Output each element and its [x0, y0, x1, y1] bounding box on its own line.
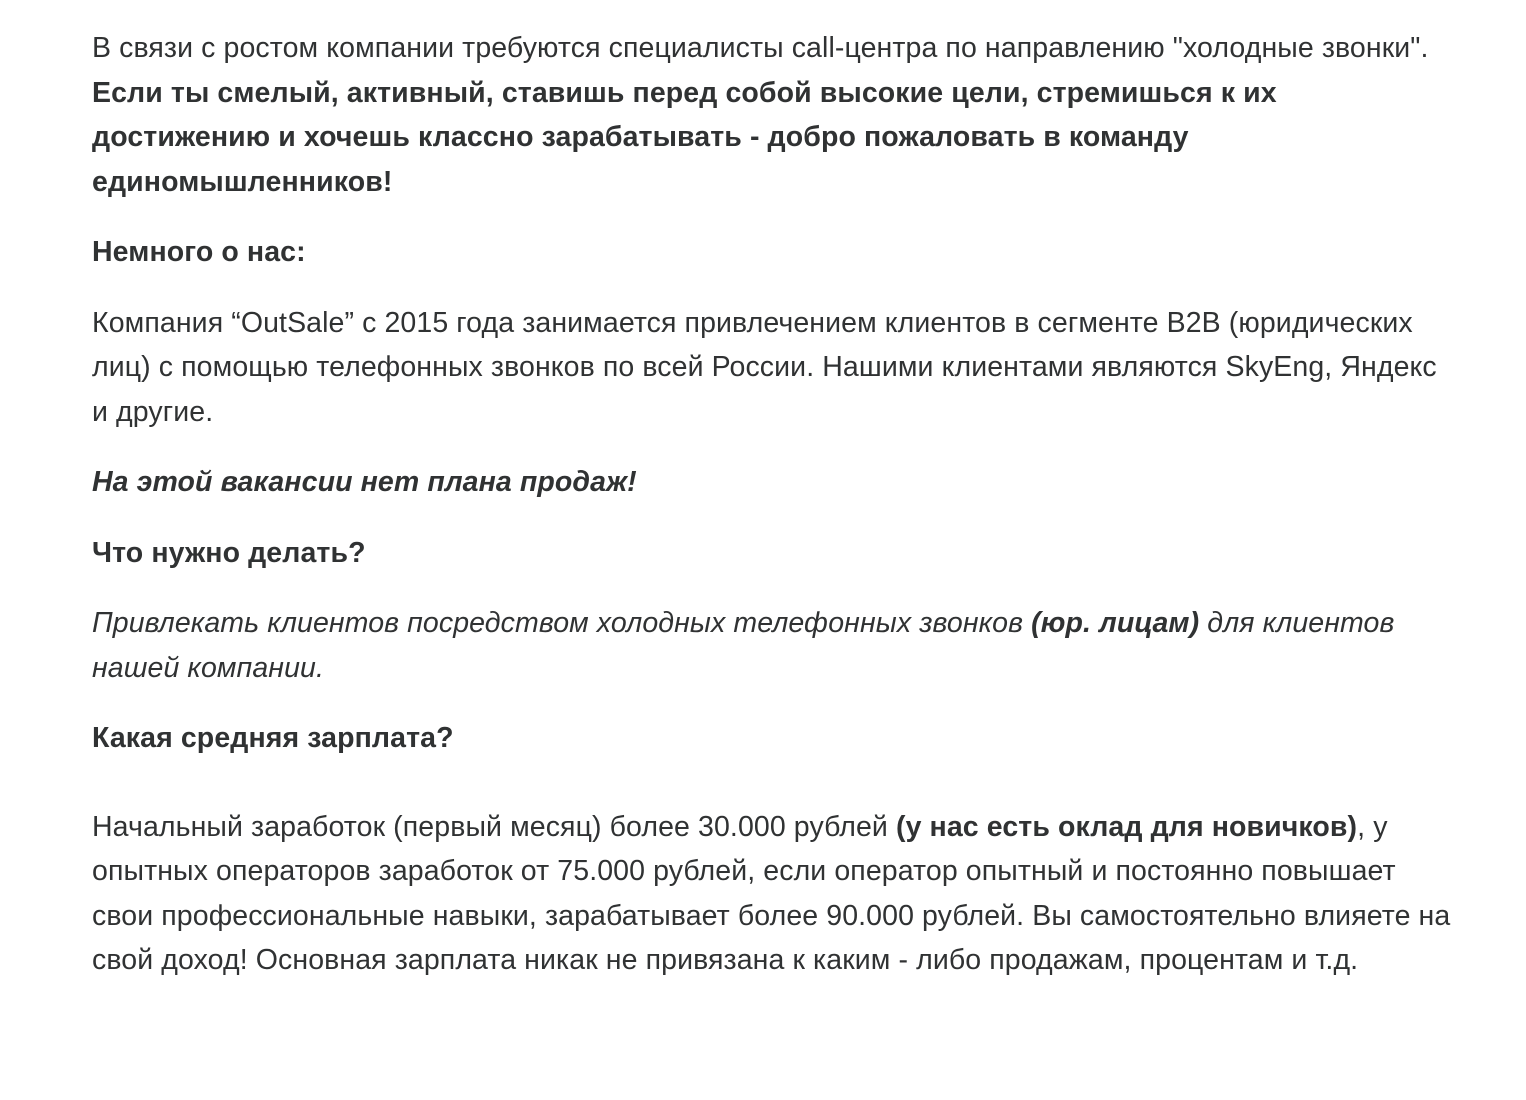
- tasks-text-start: Привлекать клиентов посредством холодных телефонных звонков: [92, 607, 1032, 639]
- salary-text-start: Начальный заработок (первый месяц) более 30.000 рублей: [92, 810, 896, 843]
- salary-heading: Какая средняя зарплата?: [92, 722, 454, 754]
- salary-text-end: , у опытных операторов заработок от 75.000 рублей, если оператор опытный и постоянно повышает свои профессиональные навыки, зарабатывает более 90.000 рублей. Вы самостоятельно влияете на свой доход! Основная зарплата никак не привязана к каким - либо продажам, процентам и т.д.: [92, 810, 1451, 976]
- intro-paragraph: В связи с ростом компании требуются специалисты call-центра по направлению "холодные звонки".: [92, 32, 1429, 64]
- salary-paragraph: [92, 805, 1452, 983]
- tasks-paragraph: [92, 601, 1452, 690]
- tasks-text-bold: (юр. лицам): [1031, 607, 1200, 639]
- about-heading: Немного о нас:: [92, 236, 306, 268]
- no-sales-plan-note: На этой вакансии нет плана продаж!: [92, 466, 637, 498]
- tasks-text-end: для клиентов нашей компании.: [92, 607, 1395, 684]
- intro-bold-paragraph: Если ты смелый, активный, ставишь перед собой высокие цели, стремишься к их достижению и хочешь классно зарабатывать - добро пожаловать в команду единомышленников!: [92, 76, 1277, 198]
- salary-text-bold: (у нас есть оклад для новичков): [895, 810, 1358, 843]
- tasks-heading: Что нужно делать?: [92, 536, 366, 569]
- about-paragraph: Компания “OutSale” с 2015 года занимается привлечением клиентов в сегменте B2B (юридических лиц) с помощью телефонных звонков по всей России. Нашими клиентами являются SkyEng, Яндекс и другие.: [92, 306, 1437, 428]
- vacancy-description: [92, 26, 1452, 983]
